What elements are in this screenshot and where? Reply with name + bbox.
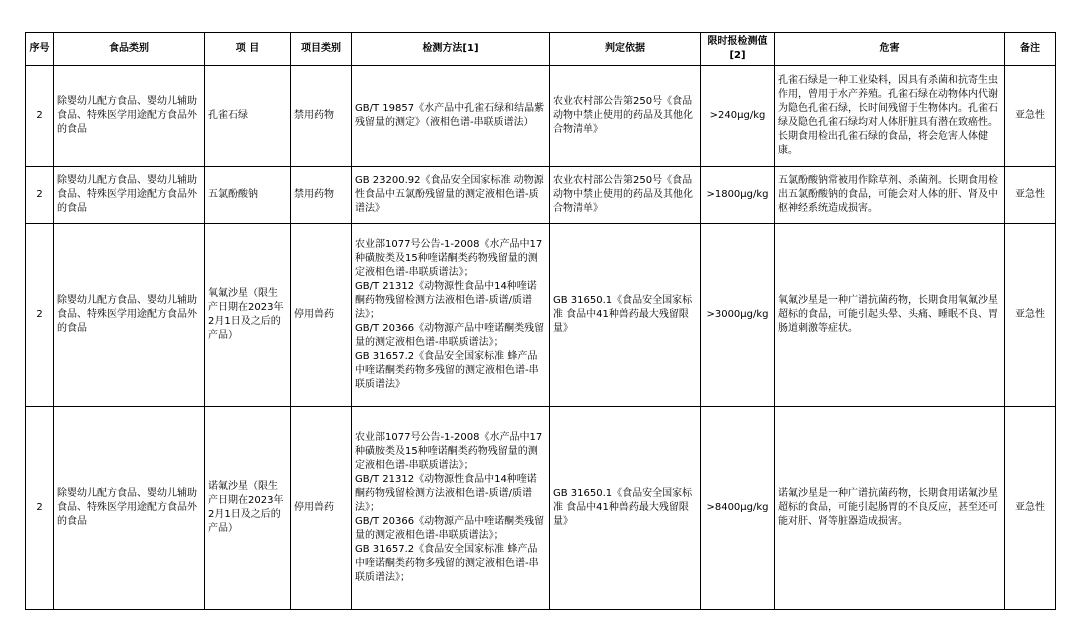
method-line: GB 31657.2《食品安全国家标准 蜂产品中喹诺酮类药物多残留的测定液相色谱-串联质谱法》: [355, 351, 539, 390]
method-line: GB/T 20366《动物源产品中喹诺酮类残留量的测定液相色谱-串联质谱法》；: [355, 323, 545, 348]
cell-item-type: 停用兽药: [291, 407, 352, 610]
inspection-table: [25, 32, 1056, 610]
cell-item: 氧氟沙星（限生产日期在2023年2月1日及之后的产品）: [205, 224, 291, 407]
method-line: GB/T 21312《动物源性食品中14种喹诺酮药物残留检测方法液相色谱-质谱/质谱法》；: [355, 474, 537, 513]
cell-harm: 五氯酚酸钠常被用作除草剂、杀菌剂。长期食用检出五氯酚酸钠的食品，可能会对人体的肝、肾及中枢神经系统造成损害。: [775, 167, 1005, 224]
header-harm: 危害: [775, 33, 1005, 66]
cell-category: 除婴幼儿配方食品、婴幼儿辅助食品、特殊医学用途配方食品外的食品: [54, 167, 205, 224]
cell-harm: 氧氟沙星是一种广谱抗菌药物，长期食用氧氟沙星超标的食品，可能引起头晕、头痛、睡眠不良、胃肠道刺激等症状。: [775, 224, 1005, 407]
cell-limit: >240μg/kg: [701, 66, 775, 167]
table-row: [26, 167, 1056, 224]
cell-category: 除婴幼儿配方食品、婴幼儿辅助食品、特殊医学用途配方食品外的食品: [54, 66, 205, 167]
cell-note: 亚急性: [1005, 224, 1056, 407]
table-row: [26, 224, 1056, 407]
cell-item: 五氯酚酸钠: [205, 167, 291, 224]
method-line: GB 31657.2《食品安全国家标准 蜂产品中喹诺酮类药物多残留的测定液相色谱-串联质谱法》；: [355, 544, 539, 583]
cell-seq: 2: [26, 167, 54, 224]
method-line: 农业部1077号公告-1-2008《水产品中17种磺胺类及15种喹诺酮类药物残留量的测定液相色谱-串联质谱法》；: [355, 239, 543, 278]
header-item: 项 目: [205, 33, 291, 66]
cell-item: 诺氟沙星（限生产日期在2023年2月1日及之后的产品）: [205, 407, 291, 610]
cell-method: [352, 407, 550, 610]
method-line: GB/T 21312《动物源性食品中14种喹诺酮药物残留检测方法液相色谱-质谱/质谱法》；: [355, 281, 537, 320]
cell-method: [352, 224, 550, 407]
cell-note: 亚急性: [1005, 407, 1056, 610]
cell-item: 孔雀石绿: [205, 66, 291, 167]
cell-seq: 2: [26, 407, 54, 610]
cell-item-type: 停用兽药: [291, 224, 352, 407]
cell-method: [352, 167, 550, 224]
cell-basis: GB 31650.1《食品安全国家标准 食品中41种兽药最大残留限量》: [550, 224, 701, 407]
cell-note: 亚急性: [1005, 167, 1056, 224]
cell-item-type: 禁用药物: [291, 167, 352, 224]
header-method: 检测方法[1]: [352, 33, 550, 66]
method-line: GB/T 20366《动物源产品中喹诺酮类残留量的测定液相色谱-串联质谱法》；: [355, 516, 545, 541]
cell-seq: 2: [26, 224, 54, 407]
cell-note: 亚急性: [1005, 66, 1056, 167]
cell-basis: GB 31650.1《食品安全国家标准 食品中41种兽药最大残留限量》: [550, 407, 701, 610]
cell-seq: 2: [26, 66, 54, 167]
header-row: [26, 33, 1056, 66]
table-row: [26, 407, 1056, 610]
cell-item-type: 禁用药物: [291, 66, 352, 167]
cell-method: [352, 66, 550, 167]
header-basis: 判定依据: [550, 33, 701, 66]
header-category: 食品类别: [54, 33, 205, 66]
table-row: [26, 66, 1056, 167]
method-line: GB 23200.92《食品安全国家标准 动物源性食品中五氯酚残留量的测定液相色谱-质谱法》: [355, 175, 544, 214]
header-limit: 限时报检测值[2]: [701, 33, 775, 66]
header-note: 备注: [1005, 33, 1056, 66]
cell-harm: 诺氟沙星是一种广谱抗菌药物，长期食用诺氟沙星超标的食品，可能引起肠胃的不良反应，甚至还可能对肝、肾等脏器造成损害。: [775, 407, 1005, 610]
method-line: 农业部1077号公告-1-2008《水产品中17种磺胺类及15种喹诺酮类药物残留量的测定液相色谱-串联质谱法》；: [355, 432, 543, 471]
method-line: GB/T 19857《水产品中孔雀石绿和结晶紫残留量的测定》（液相色谱-串联质谱法）: [355, 103, 545, 128]
cell-basis: 农业农村部公告第250号《食品动物中禁止使用的药品及其他化合物清单》: [550, 66, 701, 167]
cell-harm: 孔雀石绿是一种工业染料，因具有杀菌和抗寄生虫作用，曾用于水产养殖。孔雀石绿在动物体内代谢为隐色孔雀石绿，长时间残留于生物体内。孔雀石绿及隐色孔雀石绿均对人体肝脏具有潜在致癌性。长期食用检出孔雀石绿的食品，将会危害人体健康。: [775, 66, 1005, 167]
header-seq: 序号: [26, 33, 54, 66]
cell-limit: >8400μg/kg: [701, 407, 775, 610]
cell-category: 除婴幼儿配方食品、婴幼儿辅助食品、特殊医学用途配方食品外的食品: [54, 407, 205, 610]
cell-limit: >1800μg/kg: [701, 167, 775, 224]
cell-basis: 农业农村部公告第250号《食品动物中禁止使用的药品及其他化合物清单》: [550, 167, 701, 224]
header-item-type: 项目类别: [291, 33, 352, 66]
cell-limit: >3000μg/kg: [701, 224, 775, 407]
cell-category: 除婴幼儿配方食品、婴幼儿辅助食品、特殊医学用途配方食品外的食品: [54, 224, 205, 407]
